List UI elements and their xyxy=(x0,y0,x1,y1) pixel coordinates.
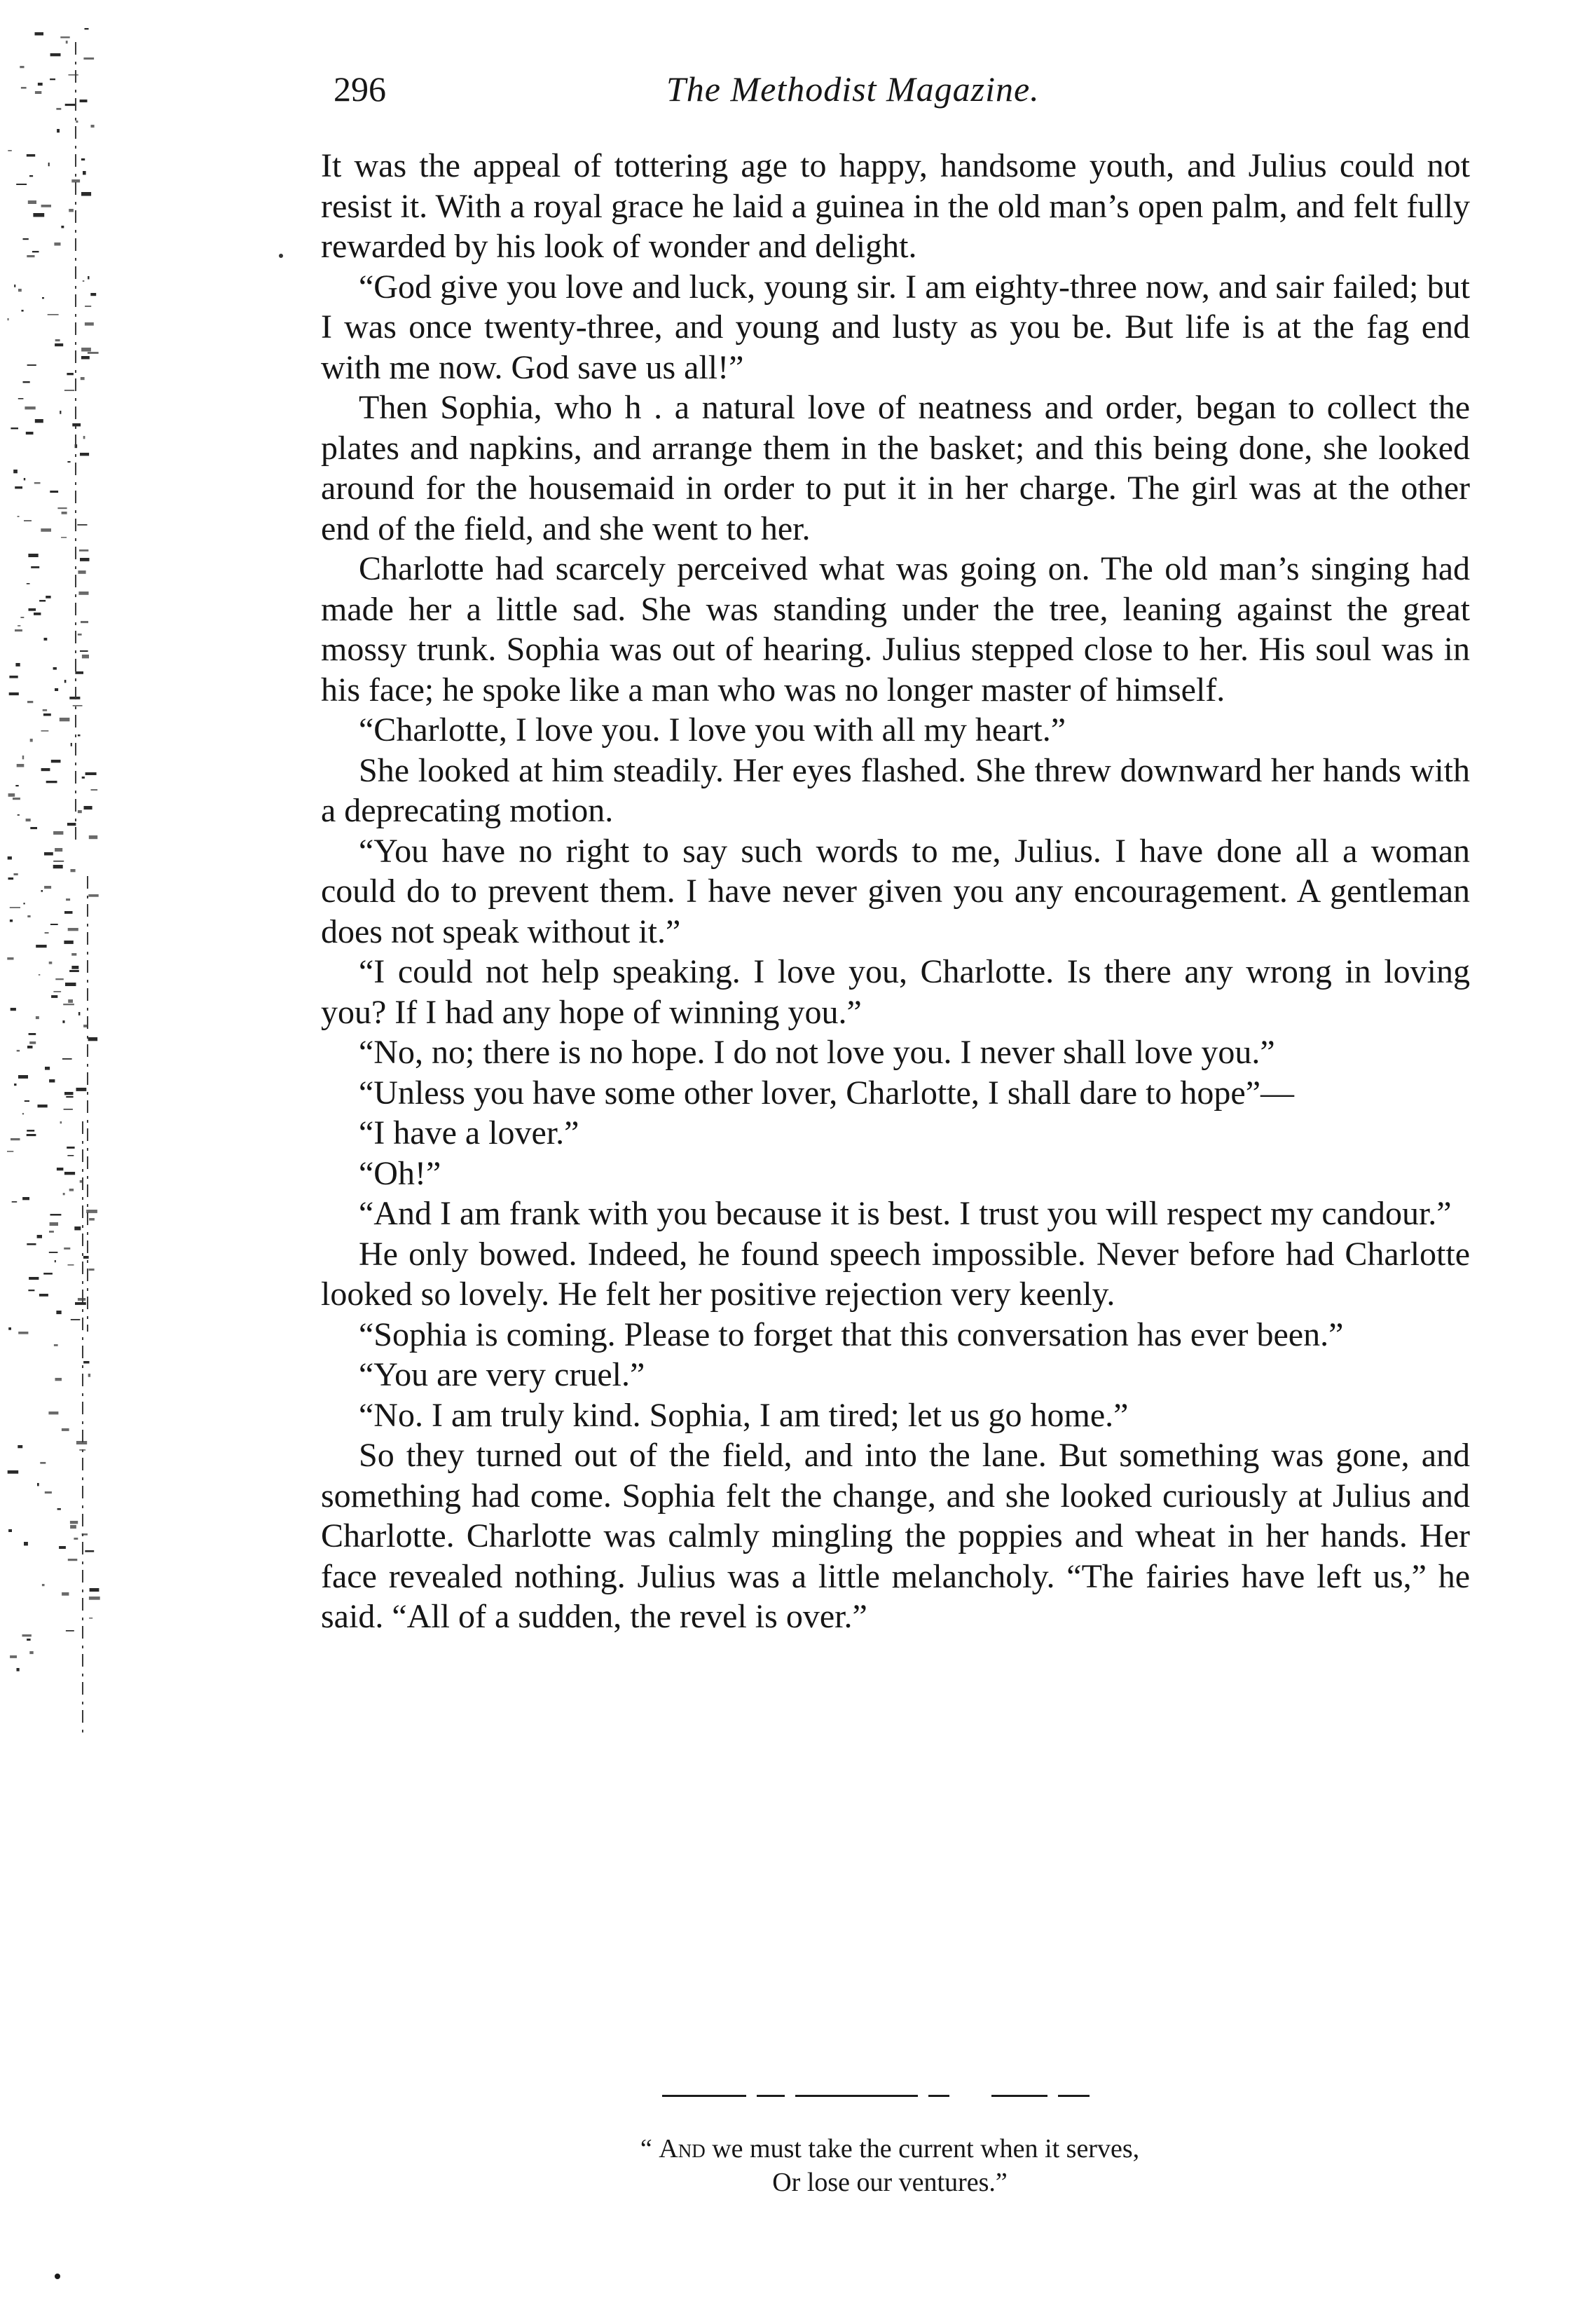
binding-speck xyxy=(71,966,78,969)
binding-speck xyxy=(53,865,63,868)
binding-speck xyxy=(26,819,31,821)
binding-speck xyxy=(88,352,99,354)
binding-speck xyxy=(28,554,38,557)
paragraph: He only bowed. Indeed, he found speech impossible. Never before had Charlotte looked so lovely. He felt her positive rejection very keenly. xyxy=(321,1235,1470,1313)
binding-speck xyxy=(64,680,67,683)
binding-speck xyxy=(63,1193,65,1195)
binding-speck xyxy=(8,1470,19,1474)
binding-speck xyxy=(67,823,76,826)
binding-speck xyxy=(64,941,73,944)
binding-noise-graphic xyxy=(0,0,105,2324)
binding-speck xyxy=(27,583,30,585)
binding-speck xyxy=(54,242,60,246)
binding-speck xyxy=(8,877,14,880)
binding-speck xyxy=(62,1592,69,1596)
binding-speck xyxy=(27,915,30,917)
binding-speck xyxy=(69,697,80,699)
binding-speck xyxy=(41,730,49,732)
binding-speck xyxy=(27,154,35,157)
epigraph-line-1-text: we must take the current when it serves, xyxy=(705,2134,1140,2164)
binding-speck xyxy=(18,516,20,517)
binding-speck xyxy=(71,1319,81,1320)
binding-speck xyxy=(42,1584,45,1586)
binding-speck xyxy=(27,1639,31,1641)
paragraph: Then Sophia, who h . a natural love of neatness and order, began to collect the plates and napkins, and arrange them in the basket; and this being done, she looked around for the housemaid in order to put it in her charge. The girl was at the other end of the field, and she went to her. xyxy=(321,389,1470,547)
binding-speck xyxy=(89,1618,92,1619)
binding-speck xyxy=(29,1651,33,1654)
binding-speck xyxy=(65,983,76,986)
binding-speck xyxy=(60,1121,62,1123)
page-number: 296 xyxy=(334,69,386,109)
binding-speck xyxy=(70,1521,78,1524)
binding-speck xyxy=(63,1004,74,1005)
binding-speck xyxy=(57,507,67,509)
binding-speck xyxy=(88,894,98,897)
binding-speck xyxy=(64,390,74,391)
binding-speck xyxy=(43,1273,53,1275)
binding-speck xyxy=(55,978,64,980)
binding-speck xyxy=(44,886,51,889)
binding-speck xyxy=(48,1412,58,1414)
binding-speck xyxy=(69,970,79,972)
epigraph-open-quote: “ xyxy=(640,2134,652,2164)
binding-speck xyxy=(64,1172,75,1175)
paragraph: “You are very cruel.” xyxy=(359,1356,645,1393)
binding-speck xyxy=(25,406,35,409)
binding-speck xyxy=(53,991,61,992)
binding-speck xyxy=(80,453,89,456)
binding-speck xyxy=(51,995,57,998)
binding-speck xyxy=(85,322,94,326)
section-divider xyxy=(662,2095,1090,2097)
binding-speck xyxy=(10,1655,17,1658)
binding-speck xyxy=(17,1050,20,1052)
binding-speck xyxy=(64,1248,70,1250)
binding-speck xyxy=(78,1298,85,1301)
binding-speck xyxy=(51,760,61,763)
binding-speck xyxy=(67,461,70,463)
binding-speck xyxy=(29,1041,36,1044)
binding-speck xyxy=(27,1134,36,1136)
paragraph: “Charlotte, I love you. I love you with all my heart.” xyxy=(359,711,1066,749)
binding-speck xyxy=(74,1538,78,1540)
binding-speck xyxy=(66,1630,74,1632)
binding-speck xyxy=(80,558,90,561)
binding-speck xyxy=(78,734,81,737)
binding-speck xyxy=(83,280,85,282)
binding-speck xyxy=(83,1361,89,1364)
binding-speck xyxy=(13,470,18,473)
binding-speck xyxy=(60,36,69,39)
binding-speck xyxy=(18,625,20,627)
binding-speck xyxy=(28,200,36,204)
binding-speck xyxy=(39,600,46,602)
binding-speck xyxy=(46,781,57,783)
binding-speck xyxy=(82,655,89,658)
binding-speck xyxy=(27,364,36,366)
binding-speck xyxy=(68,999,73,1003)
paragraph: “Unless you have some other lover, Charlotte, I shall dare to hope”— xyxy=(359,1074,1295,1112)
binding-speck xyxy=(70,1525,76,1529)
paragraph: She looked at him steadily. Her eyes flashed. She threw downward her hands with a deprecating motion. xyxy=(321,751,1470,829)
binding-speck xyxy=(50,78,55,80)
binding-speck xyxy=(83,171,86,175)
binding-speck xyxy=(91,789,98,791)
binding-speck xyxy=(50,924,58,925)
binding-speck xyxy=(29,1277,39,1280)
binding-speck xyxy=(89,835,97,839)
binding-speck xyxy=(18,1445,22,1448)
binding-speck xyxy=(14,873,18,875)
binding-speck xyxy=(83,1025,87,1027)
binding-speck xyxy=(56,1311,61,1314)
binding-speck xyxy=(14,1084,16,1086)
binding-speck xyxy=(69,74,78,76)
binding-speck xyxy=(75,1302,86,1305)
binding-speck xyxy=(8,318,9,320)
binding-speck xyxy=(66,898,70,901)
binding-speck xyxy=(20,66,24,68)
binding-speck xyxy=(44,852,53,856)
binding-speck xyxy=(41,768,50,771)
binding-speck xyxy=(85,772,97,775)
binding-speck xyxy=(78,810,82,813)
binding-speck xyxy=(88,1374,90,1377)
binding-speck xyxy=(54,1344,58,1346)
binding-speck xyxy=(83,436,85,439)
binding-speck xyxy=(29,1033,36,1035)
binding-speck xyxy=(55,343,63,346)
binding-speck xyxy=(40,1462,46,1464)
epigraph-quote xyxy=(448,2132,1331,2199)
binding-speck xyxy=(18,1075,28,1079)
binding-speck xyxy=(7,957,13,960)
binding-speck xyxy=(68,1559,78,1561)
binding-speck xyxy=(64,911,73,914)
binding-speck xyxy=(61,537,67,538)
binding-speck xyxy=(35,419,43,423)
binding-speck xyxy=(67,1147,74,1149)
binding-speck xyxy=(78,634,82,636)
epigraph-first-word: And xyxy=(659,2134,706,2164)
binding-speck xyxy=(69,209,74,212)
binding-speck xyxy=(88,276,89,280)
binding-speck xyxy=(9,692,19,695)
binding-speck xyxy=(22,756,25,759)
binding-speck xyxy=(57,1168,64,1170)
binding-speck xyxy=(35,91,41,94)
binding-speck xyxy=(67,373,74,375)
binding-speck xyxy=(22,1634,32,1636)
binding-speck xyxy=(64,1109,73,1110)
binding-speck xyxy=(8,1327,11,1330)
binding-speck xyxy=(41,528,51,532)
binding-speck xyxy=(81,377,85,380)
binding-speck xyxy=(81,348,91,352)
binding-speck xyxy=(55,688,58,691)
binding-speck xyxy=(15,663,20,667)
binding-speck xyxy=(81,192,91,196)
binding-speck xyxy=(76,121,78,123)
binding-speck xyxy=(11,428,18,429)
binding-speck xyxy=(59,1546,66,1549)
binding-speck xyxy=(55,1378,62,1381)
binding-speck xyxy=(91,125,95,128)
binding-speck xyxy=(11,1008,16,1011)
binding-speck xyxy=(25,1100,29,1102)
binding-speck xyxy=(60,718,70,721)
binding-speck xyxy=(23,238,29,240)
binding-speck xyxy=(18,814,20,816)
binding-speck xyxy=(38,83,43,86)
binding-speck xyxy=(81,356,90,360)
binding-speck xyxy=(50,1222,58,1226)
binding-speck xyxy=(28,1290,34,1291)
binding-speck xyxy=(78,592,88,595)
binding-speck xyxy=(71,179,80,182)
binding-speck xyxy=(81,621,88,623)
binding-speck xyxy=(48,314,59,315)
binding-speck xyxy=(24,1542,28,1545)
binding-speck xyxy=(49,962,53,964)
binding-speck xyxy=(64,1092,74,1095)
binding-speck xyxy=(22,1197,29,1200)
binding-speck xyxy=(34,482,41,484)
page-gutter-binding-marks xyxy=(0,0,105,2324)
binding-speck xyxy=(14,285,15,287)
binding-speck xyxy=(32,251,39,252)
binding-speck xyxy=(24,903,25,904)
binding-speck xyxy=(68,928,78,931)
binding-speck xyxy=(8,150,11,151)
binding-speck xyxy=(41,890,43,892)
binding-speck xyxy=(22,1113,24,1114)
binding-speck xyxy=(8,793,15,797)
paragraph: Charlotte had scarcely perceived what was going on. The old man’s singing had made her a little sad. She was standing under the tree, leaning against the great mossy trunk. Sophia was out of hearing. Julius stepped close to her. His soul was in his face; he spoke like a man who was no longer master of himself. xyxy=(321,550,1470,709)
binding-speck xyxy=(8,1529,12,1532)
binding-speck xyxy=(89,1597,100,1600)
binding-speck xyxy=(62,1058,72,1060)
binding-speck xyxy=(17,1668,20,1672)
binding-speck xyxy=(55,848,62,852)
epigraph-line-1 xyxy=(448,2132,1331,2166)
binding-speck xyxy=(45,932,49,934)
binding-speck xyxy=(90,1588,99,1592)
binding-speck xyxy=(7,1151,13,1152)
binding-speck xyxy=(66,1096,73,1098)
paragraph: “And I am frank with you because it is best. I trust you will respect my candour.” xyxy=(359,1195,1452,1232)
binding-speck xyxy=(73,705,83,706)
binding-speck xyxy=(24,520,32,521)
binding-speck xyxy=(68,1264,74,1266)
binding-speck xyxy=(88,1037,98,1041)
binding-speck xyxy=(27,1243,36,1245)
binding-speck xyxy=(45,1067,50,1070)
binding-speck xyxy=(62,1428,69,1431)
binding-speck xyxy=(85,28,89,29)
binding-speck xyxy=(50,491,58,493)
binding-speck xyxy=(44,638,48,641)
article-body xyxy=(321,146,1470,1637)
binding-speck xyxy=(34,613,41,615)
binding-speck xyxy=(16,184,27,185)
binding-speck xyxy=(74,1226,81,1230)
binding-speck xyxy=(42,297,44,299)
paragraph: “No. I am truly kind. Sophia, I am tired; let us go home.” xyxy=(359,1396,1129,1434)
binding-speck xyxy=(61,226,64,228)
binding-speck xyxy=(50,53,61,56)
binding-speck xyxy=(21,87,27,89)
binding-speck xyxy=(57,129,60,132)
binding-speck xyxy=(18,289,22,292)
binding-speck xyxy=(89,1269,95,1271)
binding-speck xyxy=(80,1180,82,1183)
binding-speck xyxy=(24,478,25,480)
binding-speck xyxy=(83,57,94,60)
binding-speck xyxy=(57,1508,61,1510)
binding-speck xyxy=(49,1079,55,1083)
binding-speck xyxy=(35,32,44,36)
binding-speck xyxy=(77,524,87,526)
binding-speck xyxy=(27,1046,33,1048)
binding-speck xyxy=(41,205,51,207)
binding-speck xyxy=(76,1441,87,1444)
epigraph-line-2: Or lose our ventures.” xyxy=(772,2168,1008,2197)
binding-speck xyxy=(56,108,61,110)
binding-speck xyxy=(17,764,25,767)
binding-speck xyxy=(50,1214,62,1216)
binding-speck xyxy=(36,945,46,948)
binding-speck xyxy=(37,1483,39,1486)
binding-speck xyxy=(20,617,24,618)
binding-speck xyxy=(37,1235,42,1238)
binding-speck xyxy=(71,953,76,956)
binding-speck xyxy=(12,1201,18,1203)
binding-speck xyxy=(84,806,92,809)
binding-speck xyxy=(18,398,24,399)
binding-speck xyxy=(15,486,22,488)
binding-speck xyxy=(79,549,88,552)
binding-speck xyxy=(31,566,39,568)
binding-speck xyxy=(55,1260,56,1262)
binding-speck xyxy=(55,339,60,341)
binding-speck xyxy=(85,306,91,307)
binding-speck xyxy=(71,743,72,746)
binding-speck xyxy=(46,596,50,599)
binding-speck xyxy=(71,869,76,872)
binding-speck xyxy=(15,629,22,631)
binding-speck xyxy=(75,671,83,674)
binding-speck xyxy=(67,1155,74,1156)
binding-speck xyxy=(78,570,85,574)
paragraph: “Sophia is coming. Please to forget that this conversation has ever been.” xyxy=(359,1315,1344,1353)
binding-speck xyxy=(90,293,96,296)
binding-speck xyxy=(27,701,33,703)
paragraph: “No, no; there is no hope. I do not love you. I never shall love you.” xyxy=(359,1034,1275,1071)
binding-speck xyxy=(8,856,12,860)
binding-speck xyxy=(53,861,64,862)
paragraph: It was the appeal of tottering age to happy, handsome youth, and Julius could not resist it. With a royal grace he laid a guinea in the old man’s open palm, and felt fully rewarded by his look of wonder and delight. xyxy=(321,147,1470,265)
binding-speck xyxy=(10,920,13,922)
binding-speck xyxy=(38,1105,48,1107)
binding-speck xyxy=(53,667,57,670)
binding-speck xyxy=(49,1252,58,1253)
binding-speck xyxy=(43,709,47,711)
binding-speck xyxy=(39,974,40,976)
binding-speck xyxy=(27,1130,34,1132)
binding-speck xyxy=(80,100,88,102)
binding-speck xyxy=(69,1189,74,1191)
binding-speck xyxy=(65,104,76,106)
binding-speck xyxy=(26,432,34,435)
binding-speck xyxy=(30,739,33,742)
binding-speck xyxy=(10,907,20,908)
binding-speck xyxy=(33,213,44,217)
binding-speck xyxy=(43,713,51,716)
binding-speck xyxy=(15,785,18,786)
stray-mark xyxy=(279,254,283,258)
running-header xyxy=(334,64,1469,114)
binding-speck xyxy=(13,798,20,800)
paragraph: “You have no right to say such words to me, Julius. I have done all a woman could do to prevent them. I have never given you any encouragement. A gentleman does not speak without it.” xyxy=(321,832,1470,950)
binding-speck xyxy=(82,777,85,779)
paragraph: “God give you love and luck, young sir. I am eighty-three now, and sair failed; but I was once twenty-three, and young and lusty as you be. But life is at the fag end with me now. God save us all!” xyxy=(321,268,1470,386)
binding-speck xyxy=(29,175,33,177)
binding-speck xyxy=(23,381,30,383)
binding-speck xyxy=(27,255,34,257)
stray-dot xyxy=(55,2274,60,2279)
paragraph: “Oh!” xyxy=(359,1154,441,1192)
binding-speck xyxy=(60,411,61,414)
paragraph: “I have a lover.” xyxy=(359,1114,579,1151)
binding-speck xyxy=(89,1218,95,1221)
binding-speck xyxy=(36,1016,39,1019)
binding-speck xyxy=(48,163,50,166)
binding-speck xyxy=(53,831,63,835)
binding-speck xyxy=(81,158,85,160)
binding-speck xyxy=(39,1294,48,1297)
binding-speck xyxy=(66,41,68,43)
binding-speck xyxy=(62,512,67,514)
binding-speck xyxy=(11,1138,20,1140)
binding-speck xyxy=(22,310,24,312)
binding-speck xyxy=(18,1332,28,1334)
binding-speck xyxy=(30,827,37,829)
binding-speck xyxy=(83,1256,89,1259)
binding-speck xyxy=(76,1088,87,1091)
binding-speck xyxy=(9,676,18,678)
binding-speck xyxy=(49,1231,54,1233)
running-title: The Methodist Magazine. xyxy=(666,69,1040,109)
binding-speck xyxy=(29,608,36,611)
binding-speck xyxy=(78,1012,81,1016)
binding-speck xyxy=(62,1020,64,1023)
binding-speck xyxy=(72,423,81,426)
paragraph: So they turned out of the field, and into the lane. But something was gone, and something had come. Sophia felt the change, and she looked curiously at Julius and Charlotte. Charlotte was calmly mingling the poppies and wheat in her hands. Her face revealed nothing. Julius was a little melancholy. “The fairies have left us,” he said. “All of a sudden, the revel is over.” xyxy=(321,1437,1470,1635)
binding-speck xyxy=(45,1491,52,1493)
paragraph: “I could not help speaking. I love you, Charlotte. Is there any wrong in loving you? If I had any hope of winning you.” xyxy=(321,953,1470,1031)
binding-speck xyxy=(80,650,88,652)
binding-speck xyxy=(85,1550,94,1552)
